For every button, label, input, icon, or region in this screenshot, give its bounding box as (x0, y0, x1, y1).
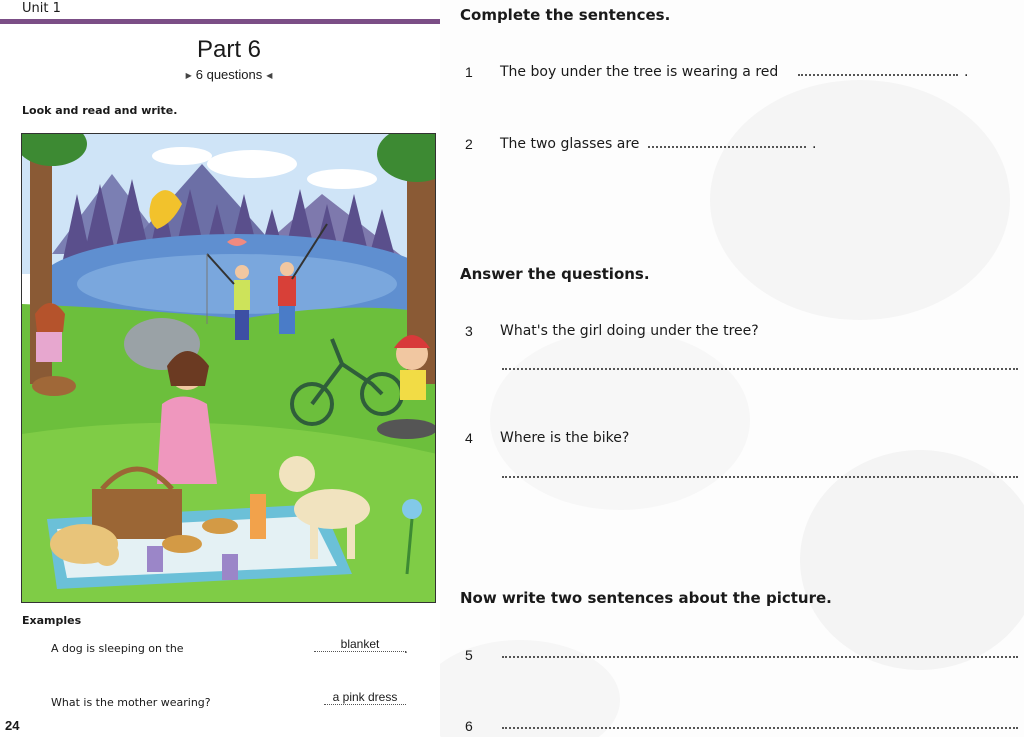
question-4-text: Where is the bike? (500, 430, 630, 446)
question-1-period: . (964, 64, 969, 80)
example-2-text: What is the mother wearing? (51, 696, 211, 709)
question-count-label: 6 questions (195, 67, 263, 82)
answer-1-line[interactable] (798, 74, 958, 76)
triangle-right-icon: ▶ (185, 71, 192, 80)
question-3-number: 3 (465, 323, 473, 339)
question-1-text: The boy under the tree is wearing a red (500, 64, 779, 80)
triangle-left-icon: ◀ (266, 71, 273, 80)
question-2-period: . (812, 136, 817, 152)
instruction: Look and read and write. (22, 104, 178, 117)
answer-5-line[interactable] (502, 656, 1018, 658)
question-1-number: 1 (465, 64, 473, 80)
question-6-number: 6 (465, 718, 473, 734)
answer-6-line[interactable] (502, 727, 1018, 729)
unit-divider (0, 19, 440, 24)
examples-heading: Examples (22, 614, 82, 627)
answer-3-line[interactable] (502, 368, 1018, 370)
unit-label: Unit 1 (22, 1, 61, 16)
example-1-text: A dog is sleeping on the (51, 642, 184, 655)
question-2-text: The two glasses are (500, 136, 640, 152)
left-page (0, 0, 440, 737)
picnic-scene (22, 134, 436, 603)
section-heading-write: Now write two sentences about the picture. (460, 589, 832, 607)
example-1-period: . (404, 642, 408, 656)
picnic-illustration (21, 133, 436, 603)
question-3-text: What's the girl doing under the tree? (500, 323, 759, 339)
section-heading-complete: Complete the sentences. (460, 6, 671, 24)
question-4-number: 4 (465, 430, 473, 446)
question-5-number: 5 (465, 647, 473, 663)
right-page (440, 0, 1024, 737)
part-title: Part 6 (196, 36, 262, 63)
example-1-answer: blanket (314, 637, 406, 652)
question-2-number: 2 (465, 136, 473, 152)
question-count (0, 67, 458, 82)
answer-4-line[interactable] (502, 476, 1018, 478)
answer-2-line[interactable] (648, 146, 806, 148)
page-number: 24 (5, 718, 20, 733)
section-heading-answer: Answer the questions. (460, 265, 650, 283)
example-2-answer: a pink dress (324, 690, 406, 705)
